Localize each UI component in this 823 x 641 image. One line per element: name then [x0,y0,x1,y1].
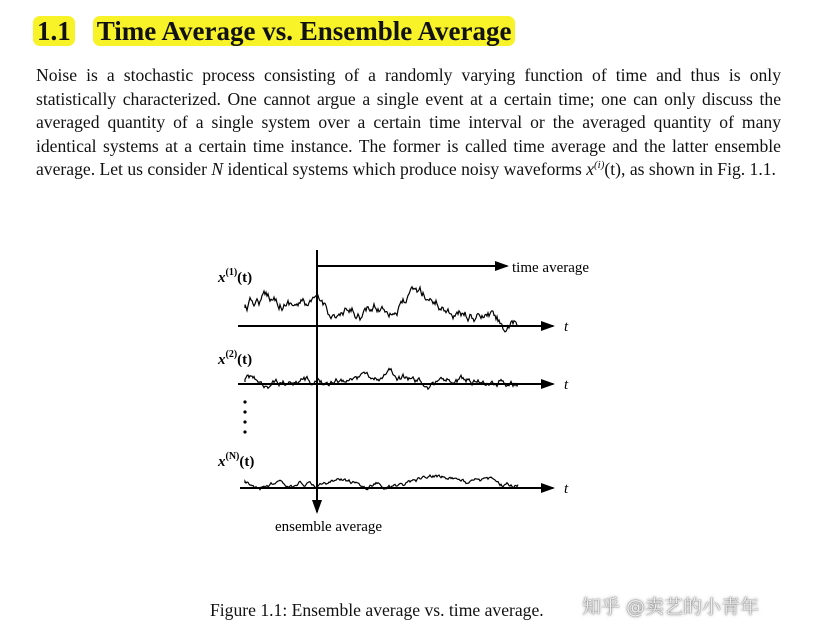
time-average-label: time average [512,260,590,276]
paragraph-text-end: , as shown in Fig. 1.1. [621,159,776,180]
axis-label-t-2: t [564,377,569,393]
paragraph-text-mid: identical systems which produce noisy waveforms [227,159,582,180]
figure-diagram [200,240,620,550]
axis-label-t-1: t [564,319,569,335]
axis-label-t-3: t [564,481,569,497]
math-waveform: $x^{(i)}(t)$ [586,159,622,180]
watermark: 知乎 @卖艺的小青年 [582,596,760,618]
body-paragraph [36,64,781,182]
waveform-2-trace [245,368,518,389]
ensemble-average-label: ensemble average [275,519,383,535]
figure-1-1 [200,240,620,550]
section-heading [33,14,515,48]
waveform-label-2: $x^{(2)}(t)$ [218,349,253,368]
paragraph-text: Noise is a stochastic process consisting of a randomly varying function of time and thus is only statistically characterized. One cannot argue a single event at a certain time; one can only discuss the averaged quantity of a single system over a certain time interval or the averaged quantity of many identical systems at a certain time instance. The former is called time average and the latter ensemble average. Let us consider [36,65,781,180]
ellipsis-dots [243,400,246,433]
waveform-label-3: $x^{(N)}(t)$ [218,451,255,470]
waveform-label-1: $x^{(1)}(t)$ [218,267,253,286]
section-title: Time Average vs. Ensemble Average [93,16,516,46]
section-number: 1.1 [33,16,75,46]
figure-caption: Figure 1.1: Ensemble average vs. time average. [210,600,544,620]
math-n: N [211,159,224,180]
